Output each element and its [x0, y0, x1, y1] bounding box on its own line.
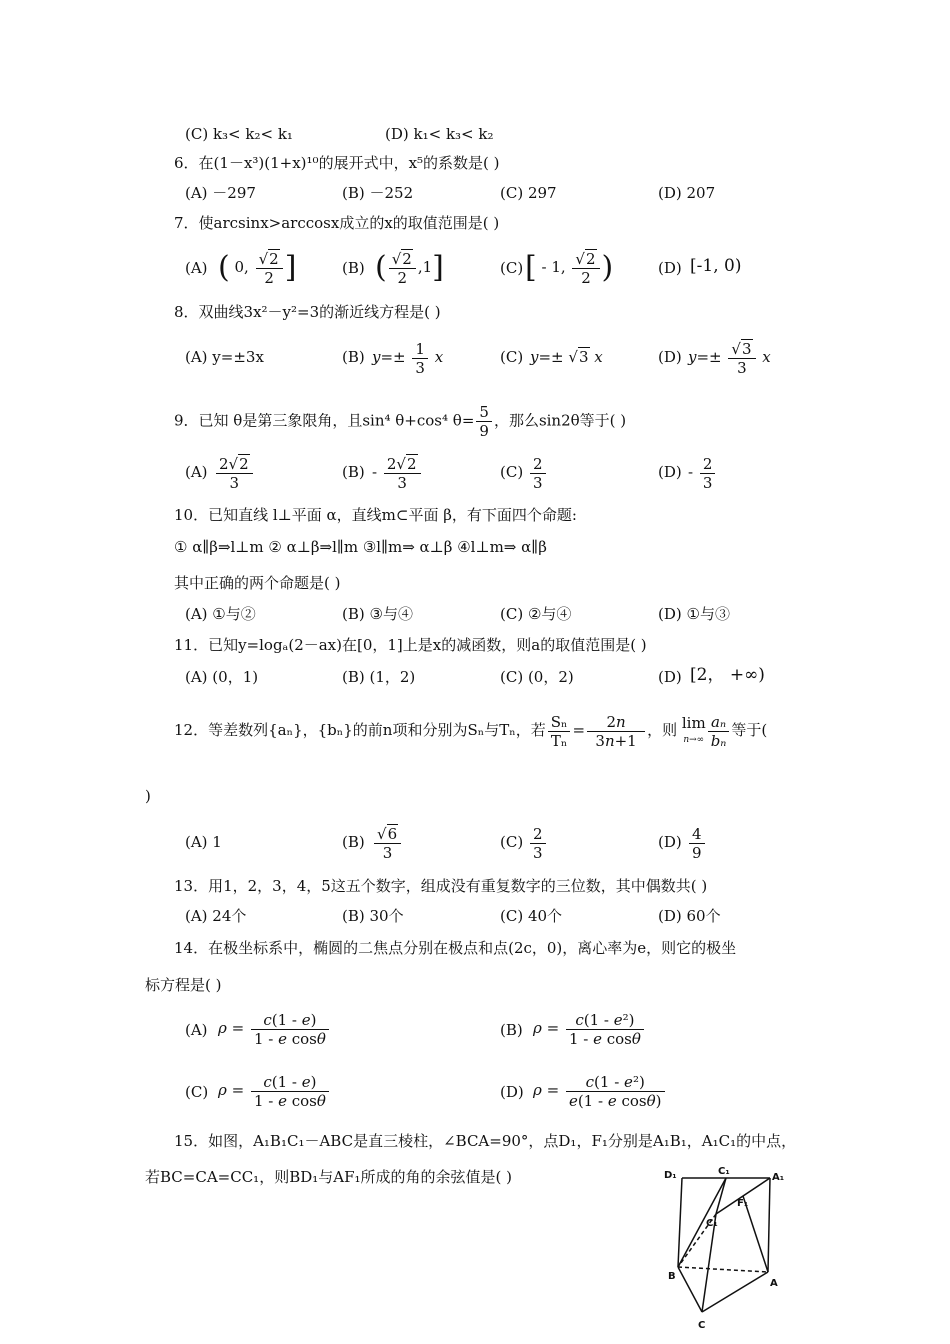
q7-option-a-expr: ( 0, $\frac{√2}{2}$ ]	[218, 249, 297, 287]
q9-stem: 9．已知 θ是第三象限角，且sin⁴ θ+cos⁴ θ= $\frac{5}{9}$ ，那么sin2θ等于( )	[174, 403, 627, 440]
edge-d1-b	[678, 1178, 682, 1267]
label-c1-mid: C₁	[706, 1218, 718, 1229]
q9-option-c-expr: $\frac{2}{3}$	[528, 452, 548, 492]
q7-option-b-label: (B)	[342, 259, 365, 277]
q13-option-b: (B) 30个	[342, 907, 404, 925]
q14-option-a-label: (A)	[185, 1021, 208, 1039]
q7-option-a-label: (A)	[185, 259, 208, 277]
q6-option-d: (D) 207	[658, 184, 716, 202]
q8-option-b-label: (B)	[342, 348, 365, 366]
edge-c-a	[702, 1272, 768, 1312]
q12-option-b-label: (B)	[342, 833, 365, 851]
q7-option-c-expr: [ - 1, $\frac{√2}{2}$ )	[525, 249, 614, 287]
label-a: A	[770, 1278, 778, 1289]
q14-option-c-expr: ρ = $\frac{c(1 - e)}{\text{1 - e cosθ}}$	[218, 1068, 331, 1112]
q12-option-a: (A) 1	[185, 833, 222, 851]
q6-option-b: (B) －252	[342, 184, 414, 202]
q11-stem: 11．已知y=logₐ(2－ax)在[0，1]上是x的减函数，则a的取值范围是( )	[174, 636, 647, 654]
q12-option-c-label: (C)	[500, 833, 524, 851]
q13-option-d: (D) 60个	[658, 907, 721, 925]
label-a1: A₁	[772, 1172, 785, 1183]
label-c1-top: C₁	[718, 1166, 730, 1177]
edge-b-a-hidden	[678, 1267, 768, 1272]
q10-option-b: (B) ③与④	[342, 605, 413, 623]
q6-option-a: (A) －297	[185, 184, 256, 202]
q11-option-d-expr: [2， +∞)	[690, 665, 765, 685]
q9-option-a-expr: $\frac{2√2}{3}$	[214, 452, 255, 492]
q7-option-b-expr: ( $\frac{√2}{2}$ ,1]	[375, 249, 444, 287]
q8-option-b-expr: y=± $\frac{1}{3}$ x	[372, 339, 444, 377]
q8-option-d-label: (D)	[658, 348, 682, 366]
q9-option-d-label: (D)	[658, 463, 682, 481]
q7-option-d-label: (D)	[658, 259, 682, 277]
q7-stem: 7．使arcsinx>arccosx成立的x的取值范围是( )	[174, 214, 500, 232]
q10-option-a: (A) ①与②	[185, 605, 256, 623]
q14-stem-line1: 14．在极坐标系中，椭圆的二焦点分别在极点和点(2c，0)，离心率为e，则它的极坐	[174, 939, 737, 957]
q11-option-c: (C) (0，2)	[500, 668, 574, 686]
q12-close-paren: )	[145, 787, 151, 805]
q11-option-d-label: (D)	[658, 668, 682, 686]
q8-option-d-expr: y=± $\frac{√3}{3}$ x	[688, 339, 771, 377]
q14-option-d-label: (D)	[500, 1083, 524, 1101]
q14-option-d-expr: ρ = $\frac{\text{c(1 - e²)}}{\text{e(1 - e cosθ)}}$	[533, 1068, 667, 1112]
q14-option-b-label: (B)	[500, 1021, 523, 1039]
q12-stem: 12．等差数列{aₙ}，{bₙ}的前n项和分别为Sₙ与Tₙ，若 $\frac{\text{Sₙ}}{\text{Tₙ}}$ = $\frac{2n}{3n+1}$ ，则 lim n→∞ $\frac{\text{aₙ}}{\text{bₙ}}$ 等于(	[174, 712, 768, 750]
q9-option-a-label: (A)	[185, 463, 208, 481]
edge-a1-a	[768, 1178, 770, 1272]
q10-propositions: ① α∥β⇒l⊥m ② α⊥β⇒l∥m ③l∥m⇒ α⊥β ④l⊥m⇒ α∥β	[174, 538, 547, 556]
q14-option-b-expr: ρ = $\frac{\text{c(1 - e²)}}{\text{1 - e cosθ}}$	[533, 1006, 646, 1050]
q7-option-d-expr: [-1, 0)	[690, 256, 742, 276]
q8-option-c-expr: y=± √3 x	[530, 348, 603, 366]
q9-option-d-expr: - $\frac{2}{3}$	[688, 452, 717, 492]
q13-option-c: (C) 40个	[500, 907, 563, 925]
q14-option-a-expr: ρ = $\frac{c(1 - e)}{\text{1 - e cosθ}}$	[218, 1006, 331, 1050]
q6-stem: 6．在(1－x³)(1+x)¹⁰的展开式中，x⁵的系数是( )	[174, 154, 500, 172]
q13-option-a: (A) 24个	[185, 907, 247, 925]
q10-ask: 其中正确的两个命题是( )	[174, 574, 341, 592]
edge-b-c	[678, 1267, 702, 1312]
q15-stem-line2: 若BC=CA=CC₁，则BD₁与AF₁所成的角的余弦值是( )	[145, 1168, 512, 1186]
label-c: C	[698, 1320, 706, 1331]
q9-option-c-label: (C)	[500, 463, 524, 481]
q9-option-b-label: (B)	[342, 463, 365, 481]
q12-option-b-expr: $\frac{√6}{3}$	[372, 822, 403, 862]
q14-stem-line2: 标方程是( )	[145, 976, 222, 994]
q12-option-c-expr: $\frac{2}{3}$	[528, 822, 548, 862]
q12-option-d-expr: $\frac{4}{9}$	[687, 822, 707, 862]
q11-option-b: (B) (1，2)	[342, 668, 416, 686]
prism-figure	[650, 1162, 810, 1334]
q5-option-c: (C) k₃< k₂< k₁	[185, 125, 293, 143]
q7-option-c-label: (C)	[500, 259, 524, 277]
q14-option-c-label: (C)	[185, 1083, 209, 1101]
label-f1: F₁	[737, 1198, 749, 1209]
q10-option-c: (C) ②与④	[500, 605, 572, 623]
label-b: B	[668, 1271, 676, 1282]
q8-option-a: (A) y=±3x	[185, 348, 264, 366]
q9-option-b-expr: - $\frac{2√2}{3}$	[372, 452, 423, 492]
q12-option-d-label: (D)	[658, 833, 682, 851]
segment-b-d1	[678, 1178, 726, 1267]
q8-stem: 8．双曲线3x²－y²=3的渐近线方程是( )	[174, 303, 441, 321]
q10-stem: 10．已知直线 l⊥平面 α，直线m⊂平面 β，有下面四个命题:	[174, 506, 577, 524]
q10-option-d: (D) ①与③	[658, 605, 730, 623]
q5-option-d: (D) k₁< k₃< k₂	[385, 125, 494, 143]
q15-stem-line1: 15．如图，A₁B₁C₁－ABC是直三棱柱，∠BCA=90°，点D₁，F₁分别是A₁B₁，A₁C₁的中点，	[174, 1132, 797, 1150]
q8-option-c-label: (C)	[500, 348, 524, 366]
q11-option-a: (A) (0，1)	[185, 668, 259, 686]
q6-option-c: (C) 297	[500, 184, 557, 202]
q13-stem: 13．用1，2，3，4，5这五个数字，组成没有重复数字的三位数，其中偶数共( )	[174, 877, 708, 895]
label-d1: D₁	[664, 1170, 677, 1181]
